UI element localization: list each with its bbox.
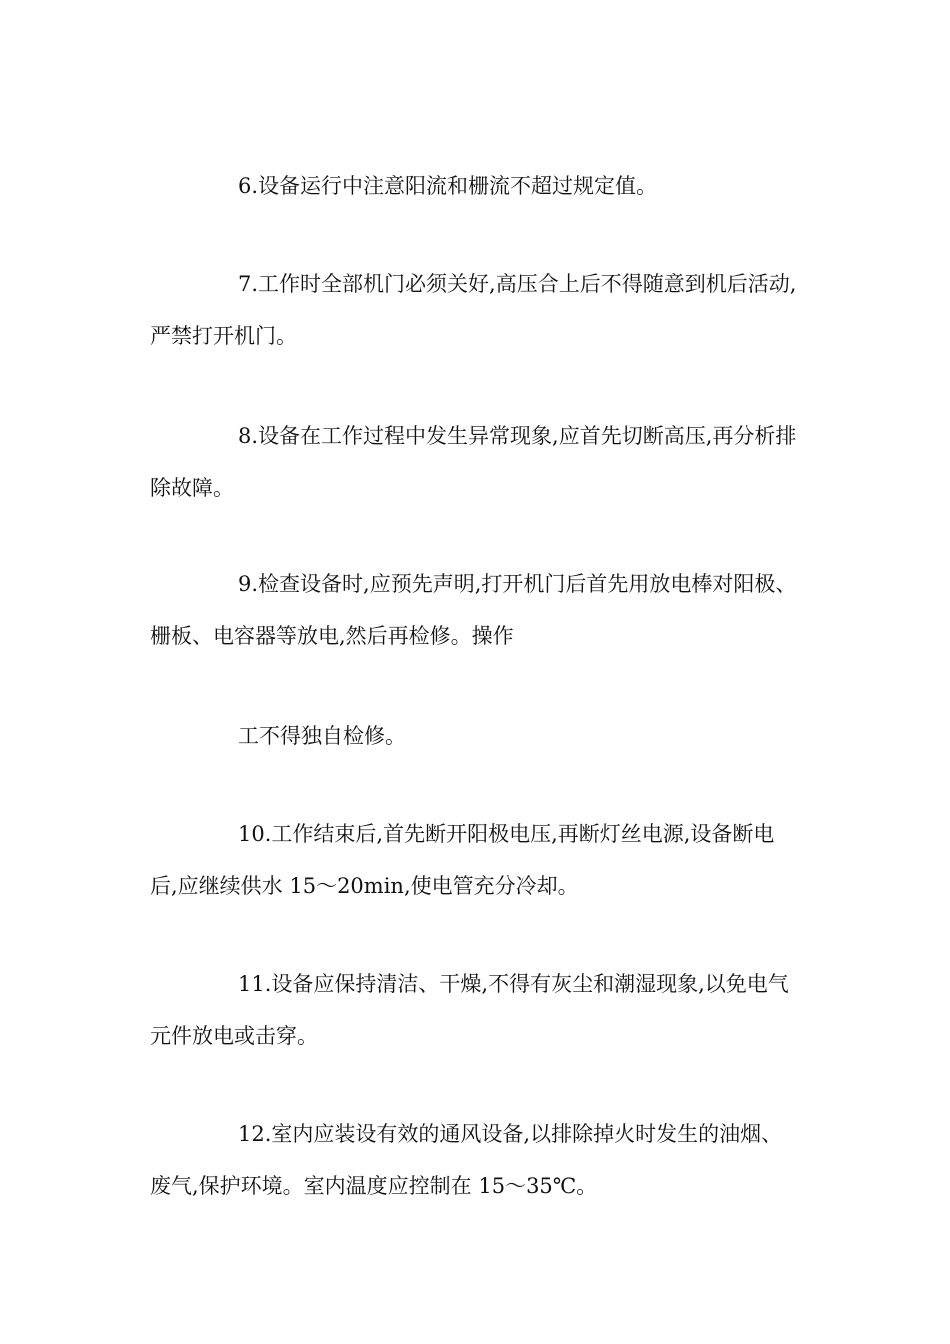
paragraph-6: 6.设备运行中注意阳流和栅流不超过规定值。 (238, 174, 658, 198)
paragraph-8: 8.设备在工作过程中发生异常现象,应首先切断高压,再分析排除故障。 (150, 424, 797, 500)
paragraph-9-continued: 工不得独自检修。 (238, 724, 406, 748)
paragraph-11: 11.设备应保持清洁、干燥,不得有灰尘和潮湿现象,以免电气元件放电或击穿。 (150, 972, 789, 1048)
paragraph-9: 9.检查设备时,应预先声明,打开机门后首先用放电棒对阳极、栅板、电容器等放电,然后再检修。操作 (150, 572, 797, 648)
paragraph-12: 12.室内应装设有效的通风设备,以排除掉火时发生的油烟、废气,保护环境。室内温度应控制在 15～35℃。 (150, 1122, 783, 1198)
paragraph-10: 10.工作结束后,首先断开阳极电压,再断灯丝电源,设备断电后,应继续供水 15～20min,使电管充分冷却。 (150, 822, 775, 898)
paragraph-7: 7.工作时全部机门必须关好,高压合上后不得随意到机后活动,严禁打开机门。 (150, 272, 797, 348)
